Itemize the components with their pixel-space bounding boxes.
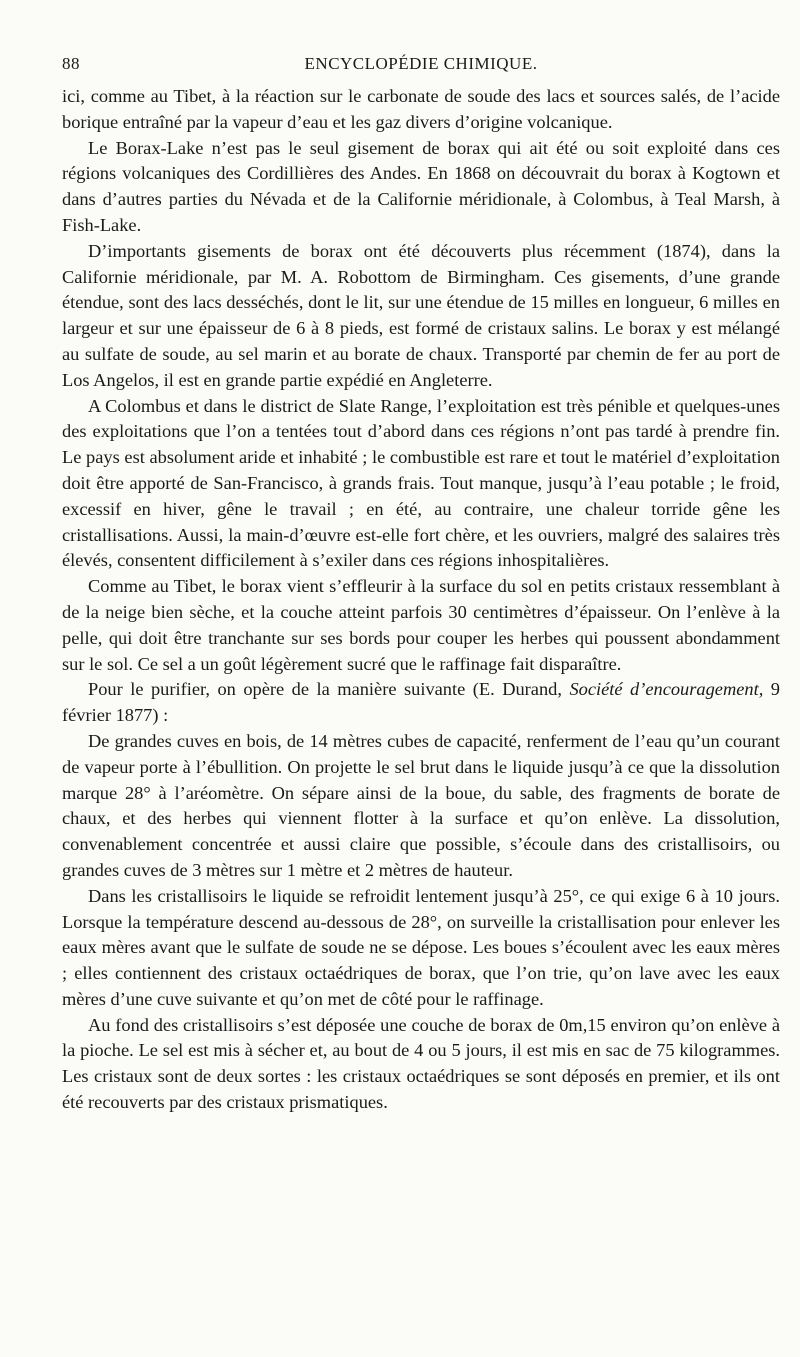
citation-title: Société d’encouragement,	[569, 679, 764, 700]
paragraph: D’importants gisements de borax ont été découverts plus récemment (1874), dans la Californie méridionale, par M. A. Robottom de Birmingham. Ces gisements, d’une grande étendue, sont des lacs desséchés, dont le lit, sur une étendue de 15 milles en longueur, 6 milles en largeur et sur une épaisseur de 6 à 8 pieds, est formé de cristaux salins. Le borax y est mélangé au sulfate de soude, au sel marin et au borate de chaux. Transporté par chemin de fer au port de Los Angelos, il est en grande partie expédié en Angleterre.	[62, 240, 780, 390]
paragraph: Comme au Tibet, le borax vient s’effleurir à la surface du sol en petits cristaux ressemblant à de la neige bien sèche, et la couche atteint parfois 30 centimètres d’épaisseur. On l’enlève à la pelle, qui doit être tranchante sur ses bords pour couper les herbes qui poussent abondamment sur le sol. Ce sel a un goût légèrement sucré que le raffinage fait disparaître.	[62, 576, 780, 674]
page	[62, 54, 780, 1116]
paragraph: ici, comme au Tibet, à la réaction sur le carbonate de soude des lacs et sources salés, de l’acide borique entraîné par la vapeur d’eau et les gaz divers d’origine volcanique.	[62, 86, 780, 132]
paragraph: Dans les cristallisoirs le liquide se refroidit lentement jusqu’à 25°, ce qui exige 6 à 10 jours. Lorsque la température descend au-dessous de 28°, on surveille la cristallisation pour enlever les eaux mères avant que le sulfate de soude ne se dépose. Les boues s’écoulent avec les eaux mères ; elles contiennent des cristaux octaédriques de borax, que l’on trie, qu’on lave avec les eaux mères d’une cuve suivante et qu’on met de côté pour le raffinage.	[62, 885, 780, 1009]
running-header	[62, 54, 780, 84]
paragraph-text: Pour le purifier, on opère de la manière suivante (E. Durand,	[88, 679, 570, 700]
paragraph: A Colombus et dans le district de Slate Range, l’exploitation est très pénible et quelques-unes des exploitations que l’on a tentées tout d’abord dans ces régions n’ont pas tardé à prendre fin. Le pays est absolument aride et inhabité ; le combustible est rare et tout le matériel d’exploitation doit être apporté de San-Francisco, à grands frais. Tout manque, jusqu’à l’eau potable ; le froid, excessif en hiver, gêne le travail ; en été, au contraire, une chaleur torride gêne les cristallisations. Aussi, la main-d’œuvre est-elle fort chère, et les ouvriers, malgré des salaires très élevés, consentent difficilement à s’exiler dans ces régions inhospitalières.	[62, 395, 780, 571]
body-text	[62, 84, 780, 1116]
paragraph	[62, 677, 780, 729]
running-title: ENCYCLOPÉDIE CHIMIQUE.	[304, 54, 538, 73]
page-number: 88	[62, 54, 80, 73]
paragraph: Le Borax-Lake n’est pas le seul gisement de borax qui ait été ou soit exploité dans ces régions volcaniques des Cordillières des Andes. En 1868 on découvrait du borax à Kogtown et dans d’autres parties du Névada et de la Californie méridionale, à Colombus, à Teal Marsh, à Fish-Lake.	[62, 137, 780, 235]
paragraph-text: 9 février 1877) :	[62, 679, 780, 726]
paragraph: Au fond des cristallisoirs s’est déposée une couche de borax de 0m,15 environ qu’on enlève à la pioche. Le sel est mis à sécher et, au bout de 4 ou 5 jours, il est mis en sac de 75 kilogrammes. Les cristaux sont de deux sortes : les cristaux octaédriques se sont déposés en premier, et ils ont été recouverts par des cristaux prismatiques.	[62, 1014, 780, 1113]
paragraph: De grandes cuves en bois, de 14 mètres cubes de capacité, renferment de l’eau qu’un courant de vapeur porte à l’ébullition. On projette le sel brut dans le liquide jusqu’à ce que la dissolution marque 28° à l’aréomètre. On sépare ainsi de la boue, du sable, des fragments de borate de chaux, et des herbes qui viennent flotter à la surface et qu’on enlève. La dissolution, convenablement concentrée et aussi claire que possible, s’écoule dans des cristallisoirs, ou grandes cuves de 3 mètres sur 1 mètre et 2 mètres de hauteur.	[62, 730, 780, 880]
